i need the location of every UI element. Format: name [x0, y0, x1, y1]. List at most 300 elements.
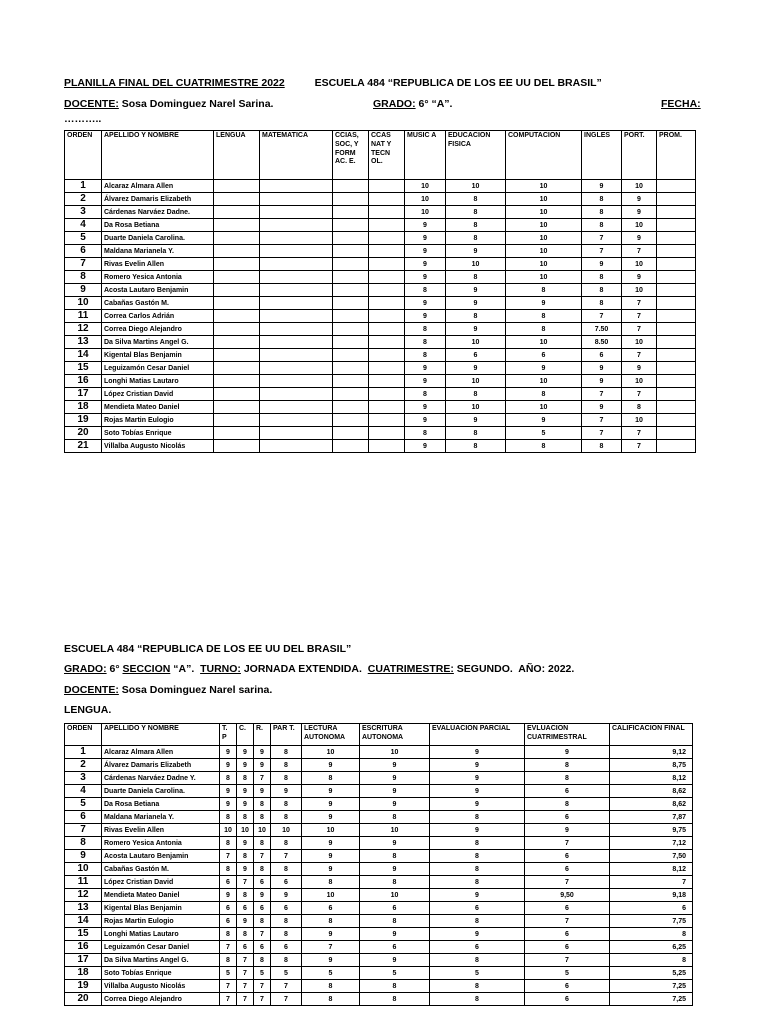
grade-cell: 8	[220, 811, 237, 824]
grade-cell: 9	[622, 193, 657, 206]
grade-cell: 8	[237, 811, 254, 824]
lengua-docente-name: Sosa Dominguez Narel sarina.	[121, 684, 273, 696]
table-row	[65, 941, 693, 954]
grade-cell: 7	[525, 876, 610, 889]
table-row	[65, 440, 696, 453]
t1-header-8: COMPUTACION	[506, 131, 582, 180]
grade-cell: 8	[446, 440, 506, 453]
grade-cell: 6	[430, 902, 525, 915]
student-name: Maldana Marianela Y.	[102, 245, 214, 258]
grade-cell: 8	[582, 193, 622, 206]
student-name: Soto Tobías Enrique	[102, 427, 214, 440]
grade-cell	[214, 245, 260, 258]
grade-cell: 9	[302, 811, 360, 824]
fecha-label: FECHA:	[661, 98, 701, 110]
grade-cell: 10	[506, 258, 582, 271]
grade-cell: 10	[446, 401, 506, 414]
grado-value: 6° “A”.	[418, 98, 453, 110]
grado-label: GRADO:	[373, 98, 416, 110]
grade-cell	[260, 388, 333, 401]
grade-cell	[260, 336, 333, 349]
student-name: Da Rosa Betiana	[102, 798, 220, 811]
grade-cell: 8	[430, 876, 525, 889]
grade-cell: 8	[271, 746, 302, 759]
grade-cell: 9	[446, 245, 506, 258]
grade-cell	[260, 297, 333, 310]
grade-cell: 6	[271, 941, 302, 954]
grade-cell	[333, 193, 369, 206]
student-name: Álvarez Damaris Elizabeth	[102, 193, 214, 206]
grade-cell	[333, 349, 369, 362]
grade-cell: 9	[405, 258, 446, 271]
grade-cell: 9,12	[610, 746, 693, 759]
grade-cell	[369, 323, 405, 336]
grade-cell: 8	[360, 850, 430, 863]
grade-cell	[214, 375, 260, 388]
grade-cell	[333, 180, 369, 193]
grade-cell: 6	[525, 785, 610, 798]
lengua-info-line	[64, 663, 574, 675]
grade-cell	[657, 284, 696, 297]
grade-cell: 7.50	[582, 323, 622, 336]
grade-cell	[260, 427, 333, 440]
grade-cell: 7	[622, 440, 657, 453]
grade-cell: 6	[237, 941, 254, 954]
t1-header-10: PORT.	[622, 131, 657, 180]
grade-cell: 7	[582, 232, 622, 245]
planilla-title: PLANILLA FINAL DEL CUATRIMESTRE 2022	[64, 77, 285, 89]
t1-header-4: CCIAS, SOC, Y FORM AC. E.	[333, 131, 369, 180]
row-number: 17	[65, 954, 102, 967]
grade-cell: 10	[506, 271, 582, 284]
turno-value: JORNADA EXTENDIDA.	[243, 663, 362, 675]
grade-cell: 10	[405, 193, 446, 206]
row-number: 14	[65, 349, 102, 362]
grade-cell: 10	[446, 336, 506, 349]
grade-cell: 9	[302, 954, 360, 967]
grade-cell	[657, 271, 696, 284]
grade-cell: 9	[254, 746, 271, 759]
grade-cell: 9	[405, 310, 446, 323]
grade-cell	[657, 375, 696, 388]
row-number: 15	[65, 928, 102, 941]
grade-cell: 8	[430, 850, 525, 863]
grade-cell: 5	[360, 967, 430, 980]
grade-cell	[657, 427, 696, 440]
grade-cell: 6	[525, 928, 610, 941]
grade-cell: 9	[302, 928, 360, 941]
grade-cell	[214, 180, 260, 193]
grade-cell	[214, 310, 260, 323]
grade-cell: 8	[446, 219, 506, 232]
grade-cell: 8	[360, 915, 430, 928]
table-row	[65, 427, 696, 440]
student-name: Mendieta Mateo Daniel	[102, 401, 214, 414]
grade-cell: 8	[430, 811, 525, 824]
seccion-value: “A”.	[173, 663, 195, 675]
grade-cell: 6,25	[610, 941, 693, 954]
grade-cell: 7	[220, 941, 237, 954]
row-number: 5	[65, 798, 102, 811]
student-name: López Cristian David	[102, 876, 220, 889]
grade-cell: 8	[271, 811, 302, 824]
grade-cell: 8	[446, 427, 506, 440]
grade-cell	[260, 271, 333, 284]
grade-cell	[369, 427, 405, 440]
grade-cell: 9	[360, 772, 430, 785]
grade-cell: 8	[582, 440, 622, 453]
grade-cell	[214, 427, 260, 440]
grade-cell: 6	[302, 902, 360, 915]
grade-cell: 9	[360, 954, 430, 967]
grade-cell: 8	[446, 271, 506, 284]
grade-cell: 8	[237, 850, 254, 863]
grade-cell: 8	[525, 772, 610, 785]
student-name: Romero Yesica Antonia	[102, 837, 220, 850]
grade-cell: 5	[271, 967, 302, 980]
grade-cell: 6	[525, 941, 610, 954]
grade-cell	[214, 414, 260, 427]
t1-header-2: LENGUA	[214, 131, 260, 180]
grade-cell	[214, 401, 260, 414]
grade-cell: 8	[405, 388, 446, 401]
grade-cell	[260, 284, 333, 297]
table-row	[65, 980, 693, 993]
grade-cell: 6	[525, 863, 610, 876]
grade-cell	[333, 362, 369, 375]
row-number: 14	[65, 915, 102, 928]
docente-line	[64, 98, 704, 110]
grade-cell: 10	[360, 746, 430, 759]
grade-cell: 5	[254, 967, 271, 980]
grade-cell: 8	[220, 863, 237, 876]
grade-cell	[214, 440, 260, 453]
row-number: 9	[65, 850, 102, 863]
grade-cell	[369, 206, 405, 219]
grade-cell: 7	[622, 310, 657, 323]
grade-cell	[260, 258, 333, 271]
grade-cell: 8	[237, 889, 254, 902]
grade-cell	[657, 206, 696, 219]
grade-cell: 9	[430, 889, 525, 902]
row-number: 2	[65, 193, 102, 206]
grade-cell: 8	[405, 284, 446, 297]
row-number: 16	[65, 375, 102, 388]
row-number: 3	[65, 772, 102, 785]
grade-cell: 8	[271, 915, 302, 928]
student-name: Rojas Martin Eulogio	[102, 915, 220, 928]
grade-cell: 9	[237, 746, 254, 759]
student-name: Leguizamón Cesar Daniel	[102, 362, 214, 375]
table-row	[65, 271, 696, 284]
grade-cell	[214, 271, 260, 284]
grade-cell: 8	[271, 759, 302, 772]
student-name: López Cristian David	[102, 388, 214, 401]
student-name: Da Silva Martins Angel G.	[102, 954, 220, 967]
grade-cell: 8	[237, 772, 254, 785]
grade-cell: 9	[430, 759, 525, 772]
grade-cell: 9,50	[525, 889, 610, 902]
grade-cell: 7	[302, 941, 360, 954]
grade-cell: 7	[622, 427, 657, 440]
row-number: 19	[65, 980, 102, 993]
grade-cell	[260, 206, 333, 219]
grade-cell: 9	[302, 863, 360, 876]
student-name: Álvarez Damaris Elizabeth	[102, 759, 220, 772]
grade-cell	[333, 375, 369, 388]
planilla-table	[64, 130, 696, 453]
grade-cell: 7	[582, 427, 622, 440]
t1-header-3: MATEMATICA	[260, 131, 333, 180]
t1-header-7: EDUCACION FISICA	[446, 131, 506, 180]
grade-cell: 8	[302, 772, 360, 785]
table-row	[65, 310, 696, 323]
row-number: 20	[65, 427, 102, 440]
table-row	[65, 824, 693, 837]
grade-cell: 9	[405, 245, 446, 258]
grade-cell: 9	[220, 759, 237, 772]
student-name: Villalba Augusto Nicolás	[102, 980, 220, 993]
grade-cell: 7	[610, 876, 693, 889]
grade-cell: 10	[446, 375, 506, 388]
grade-cell: 6	[525, 993, 610, 1006]
table-row	[65, 206, 696, 219]
grade-cell: 7	[254, 928, 271, 941]
grade-cell	[369, 336, 405, 349]
grade-cell: 5	[506, 427, 582, 440]
row-number: 6	[65, 811, 102, 824]
grade-cell: 9	[430, 746, 525, 759]
grade-cell: 7,12	[610, 837, 693, 850]
lengua-docente-line	[64, 684, 272, 696]
grade-cell	[369, 401, 405, 414]
table-row	[65, 928, 693, 941]
grade-cell: 6	[360, 941, 430, 954]
t2-header-1: APELLIDO Y NOMBRE	[102, 724, 220, 746]
t2-header-7: ESCRITURA AUTONOMA	[360, 724, 430, 746]
grade-cell	[657, 232, 696, 245]
row-number: 11	[65, 310, 102, 323]
table-row	[65, 772, 693, 785]
t2-header-6: LECTURA AUTONOMA	[302, 724, 360, 746]
row-number: 9	[65, 284, 102, 297]
grade-cell	[369, 232, 405, 245]
t1-header-1: APELLIDO Y NOMBRE	[102, 131, 214, 180]
grade-cell: 9	[220, 746, 237, 759]
table-row	[65, 798, 693, 811]
student-name: Mendieta Mateo Daniel	[102, 889, 220, 902]
t1-header-6: MUSIC A	[405, 131, 446, 180]
grade-cell: 9	[582, 180, 622, 193]
grade-cell: 8	[610, 954, 693, 967]
grade-cell	[333, 323, 369, 336]
grade-cell: 9	[254, 889, 271, 902]
table-row	[65, 785, 693, 798]
lengua-grado-value: 6°	[109, 663, 120, 675]
grade-cell: 9	[506, 414, 582, 427]
grade-cell: 8	[302, 915, 360, 928]
student-name: Correa Carlos Adrián	[102, 310, 214, 323]
row-number: 2	[65, 759, 102, 772]
grade-cell	[214, 336, 260, 349]
t2-header-3: C.	[237, 724, 254, 746]
grade-cell	[260, 323, 333, 336]
grade-cell: 9	[430, 785, 525, 798]
t2-header-8: EVALUACION PARCIAL	[430, 724, 525, 746]
grade-cell: 8	[430, 837, 525, 850]
grade-cell: 10	[405, 180, 446, 193]
grade-cell: 10	[271, 824, 302, 837]
student-name: Correa Diego Alejandro	[102, 323, 214, 336]
lengua-docente-label: DOCENTE:	[64, 684, 119, 696]
grade-cell: 7	[254, 980, 271, 993]
row-number: 4	[65, 219, 102, 232]
grade-cell: 9	[220, 785, 237, 798]
grade-cell	[369, 258, 405, 271]
grade-cell: 6	[254, 876, 271, 889]
grade-cell: 9	[302, 798, 360, 811]
grade-cell: 9	[446, 323, 506, 336]
grade-cell: 10	[622, 219, 657, 232]
grade-cell	[657, 349, 696, 362]
grade-cell: 7,75	[610, 915, 693, 928]
student-name: Villalba Augusto Nicolás	[102, 440, 214, 453]
grade-cell: 9	[302, 837, 360, 850]
row-number: 20	[65, 993, 102, 1006]
t1-header-0: ORDEN	[65, 131, 102, 180]
grade-cell: 7	[525, 954, 610, 967]
grade-cell: 8	[302, 980, 360, 993]
grade-cell: 7	[582, 388, 622, 401]
grade-cell: 7,25	[610, 993, 693, 1006]
row-number: 7	[65, 258, 102, 271]
grade-cell	[260, 310, 333, 323]
grade-cell	[369, 180, 405, 193]
table-row	[65, 297, 696, 310]
grade-cell: 7	[622, 323, 657, 336]
row-number: 4	[65, 785, 102, 798]
grade-cell	[657, 440, 696, 453]
grade-cell: 7	[271, 850, 302, 863]
grade-cell: 8	[302, 993, 360, 1006]
row-number: 1	[65, 180, 102, 193]
grade-cell: 9	[237, 837, 254, 850]
grade-cell: 8	[405, 427, 446, 440]
grade-cell: 8	[430, 863, 525, 876]
row-number: 21	[65, 440, 102, 453]
grade-cell: 10	[506, 336, 582, 349]
grade-cell	[369, 219, 405, 232]
table-row	[65, 362, 696, 375]
row-number: 8	[65, 271, 102, 284]
grade-cell: 8,62	[610, 785, 693, 798]
grade-cell: 7	[582, 414, 622, 427]
grade-cell: 8	[446, 388, 506, 401]
grade-cell: 7	[271, 993, 302, 1006]
grade-cell: 9	[506, 362, 582, 375]
table-row	[65, 993, 693, 1006]
fecha-dots: ………..	[64, 113, 102, 125]
grade-cell: 9	[360, 928, 430, 941]
table-row	[65, 889, 693, 902]
grade-cell: 9	[582, 401, 622, 414]
grade-cell: 7	[237, 993, 254, 1006]
table-row	[65, 876, 693, 889]
row-number: 13	[65, 336, 102, 349]
grade-cell: 7	[237, 980, 254, 993]
grade-cell	[369, 297, 405, 310]
grade-cell: 9	[582, 362, 622, 375]
table-row	[65, 837, 693, 850]
grade-cell	[214, 219, 260, 232]
grade-cell	[260, 232, 333, 245]
student-name: Cabañas Gastón M.	[102, 863, 220, 876]
grade-cell	[333, 388, 369, 401]
grade-cell: 10	[302, 889, 360, 902]
grade-cell: 9	[430, 928, 525, 941]
grade-cell: 9	[302, 850, 360, 863]
table-row	[65, 258, 696, 271]
grade-cell: 9	[446, 362, 506, 375]
grade-cell: 9,75	[610, 824, 693, 837]
student-name: Alcaraz Almara Allen	[102, 180, 214, 193]
table-row	[65, 284, 696, 297]
grade-cell: 9	[622, 232, 657, 245]
grade-cell: 7	[271, 980, 302, 993]
grade-cell: 8	[582, 206, 622, 219]
grade-cell	[657, 310, 696, 323]
grade-cell	[333, 258, 369, 271]
grade-cell: 5	[525, 967, 610, 980]
t1-header-5: CCAS NAT Y TECN OL.	[369, 131, 405, 180]
grade-cell: 9	[430, 798, 525, 811]
grade-cell: 7	[220, 980, 237, 993]
docente-label: DOCENTE:	[64, 98, 119, 110]
grade-cell: 9	[302, 759, 360, 772]
grade-cell: 9	[405, 375, 446, 388]
grade-cell: 7	[237, 967, 254, 980]
grade-cell	[369, 310, 405, 323]
grade-cell: 7	[220, 993, 237, 1006]
row-number: 12	[65, 323, 102, 336]
table-row	[65, 915, 693, 928]
student-name: Correa Diego Alejandro	[102, 993, 220, 1006]
grade-cell: 9	[446, 284, 506, 297]
grade-cell: 7,87	[610, 811, 693, 824]
grade-cell: 8	[360, 876, 430, 889]
grade-cell	[260, 349, 333, 362]
grade-cell: 9	[430, 772, 525, 785]
grade-cell	[657, 414, 696, 427]
grade-cell	[260, 245, 333, 258]
grade-cell: 7	[525, 837, 610, 850]
grade-cell	[369, 362, 405, 375]
student-name: Acosta Lautaro Benjamin	[102, 850, 220, 863]
table-row	[65, 863, 693, 876]
cuatrimestre-value: SEGUNDO.	[456, 663, 513, 675]
grade-cell: 9	[254, 785, 271, 798]
grade-cell: 8	[360, 993, 430, 1006]
grade-cell: 8	[446, 206, 506, 219]
student-name: Romero Yesica Antonia	[102, 271, 214, 284]
grade-cell	[260, 414, 333, 427]
grade-cell	[214, 206, 260, 219]
grade-cell: 6	[506, 349, 582, 362]
grade-cell: 9	[525, 824, 610, 837]
grade-cell: 10	[302, 824, 360, 837]
grade-cell: 7,25	[610, 980, 693, 993]
grade-cell	[369, 375, 405, 388]
